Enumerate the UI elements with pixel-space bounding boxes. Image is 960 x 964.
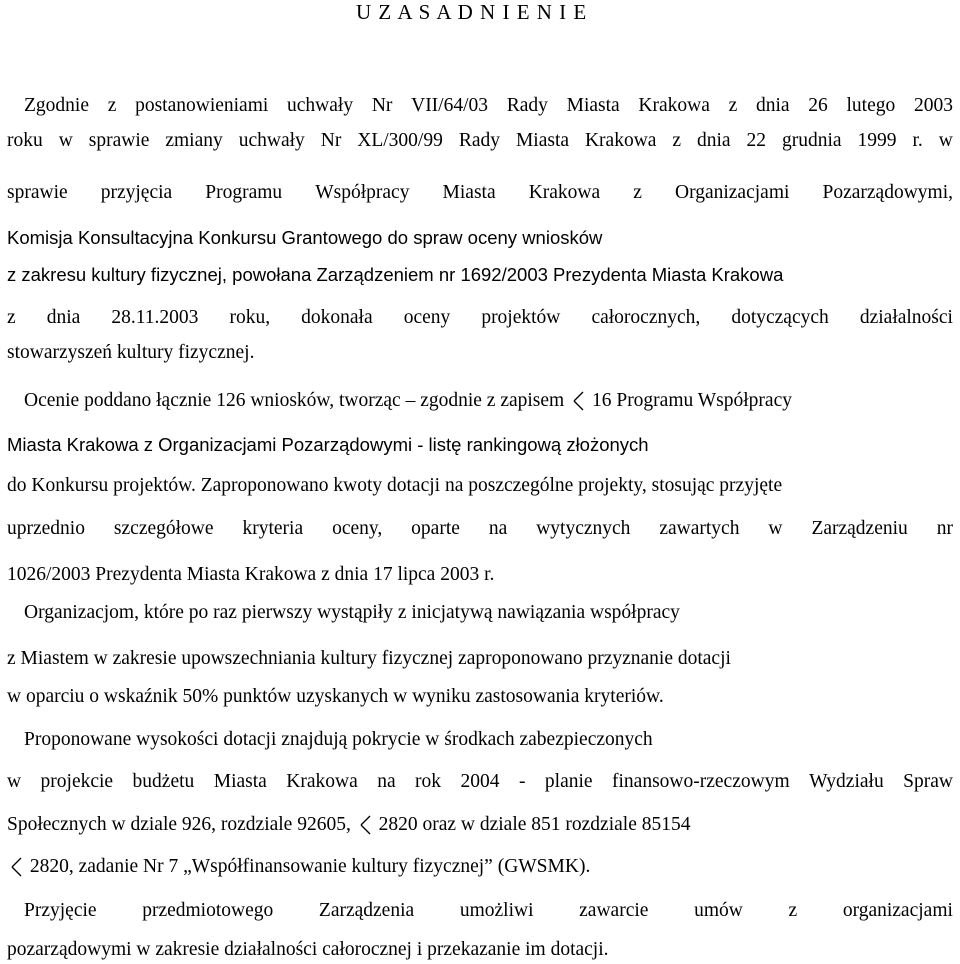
text-line: z Miastem w zakresie upowszechniania kultury fizycznej zaproponowano przyznanie dotacji (7, 648, 731, 669)
document-title: U Z A S A D N I E N I E (356, 0, 588, 24)
word: umów (694, 900, 743, 921)
text-line: Organizacjom, które po raz pierwszy wystąpiły z inicjatywą nawiązania współpracy (24, 602, 680, 623)
word: z (7, 307, 16, 328)
text-line (7, 181, 953, 205)
word: uchwały (287, 95, 354, 116)
word: dokonała (301, 307, 373, 328)
word: zawartych (659, 518, 740, 539)
text-line (24, 94, 953, 118)
word: z (633, 182, 642, 203)
word: 2004 (460, 771, 500, 792)
word: zmiany (165, 130, 223, 151)
word: Krakowa (528, 182, 601, 203)
word: roku (7, 130, 43, 151)
word: projektów (481, 307, 561, 328)
section-mark-icon (569, 389, 587, 413)
text-line: do Konkursu projektów. Zaproponowano kwoty dotacji na poszczególne projekty, stosując przyjęte (7, 475, 783, 496)
text-line: Proponowane wysokości dotacji znajdują pokrycie w środkach zabezpieczonych (24, 729, 653, 750)
word: Krakowa (584, 130, 657, 151)
word: wytycznych (536, 518, 631, 539)
word: umożliwi (459, 900, 534, 921)
word: lutego (846, 95, 896, 116)
text-line (7, 517, 953, 541)
text-line: 1026/2003 Prezydenta Miasta Krakowa z dnia 17 lipca 2003 r. (7, 564, 495, 585)
word: całorocznych, (591, 307, 701, 328)
word: dnia (755, 95, 790, 116)
word: 2003 (913, 95, 953, 116)
text-line: Miasta Krakowa z Organizacjami Pozarządowymi - listę rankingową złożonych (7, 434, 649, 455)
word: Nr (371, 95, 393, 116)
word: z (107, 95, 117, 116)
word: oparte (411, 518, 460, 539)
text-line (7, 813, 690, 837)
word: Krakowa (286, 771, 358, 792)
word: w (7, 771, 22, 792)
word: budżetu (132, 771, 195, 792)
word: rok (415, 771, 442, 792)
word: Krakowa (638, 95, 710, 116)
section-mark-icon (7, 855, 25, 879)
word: 1999 (857, 130, 897, 151)
text-line: w oparciu o wskaźnik 50% punktów uzyskanych w wyniku zastosowania kryteriów. (7, 686, 664, 707)
word: z (788, 900, 798, 921)
text-line (7, 306, 953, 330)
text-line: Komisja Konsultacyjna Konkursu Grantowego do spraw oceny wniosków (7, 227, 603, 248)
word: na (377, 771, 396, 792)
word: oceny (403, 307, 451, 328)
word: Programu (205, 182, 283, 203)
text-line: pozarządowymi w zakresie działalności całorocznej i przekazanie im dotacji. (7, 939, 609, 960)
word: przedmiotowego (142, 900, 274, 921)
word: Zarządzenia (318, 900, 415, 921)
word: uprzednio (7, 518, 85, 539)
word: r. (912, 130, 923, 151)
word: Wydziału (809, 771, 884, 792)
word: projekcie (40, 771, 114, 792)
text-segment: Społecznych w dziale 926, rozdziale 92605, (7, 814, 351, 835)
word: z (672, 130, 682, 151)
word: Miasta (515, 130, 570, 151)
word: nr (936, 518, 953, 539)
word: szczegółowe (113, 518, 214, 539)
word: zawarcie (579, 900, 649, 921)
text-line: stowarzyszeń kultury fizycznej. (7, 342, 255, 363)
word: Organizacjami (674, 182, 790, 203)
word: postanowieniami (135, 95, 269, 116)
word: dnia (697, 130, 731, 151)
word: organizacjami (842, 900, 953, 921)
word: Nr (320, 130, 342, 151)
word: Spraw (903, 771, 953, 792)
word: Przyjęcie (24, 900, 97, 921)
text-line (24, 389, 792, 413)
text-line (7, 855, 590, 879)
word: planie (544, 771, 593, 792)
text-line: z zakresu kultury fizycznej, powołana Zarządzeniem nr 1692/2003 Prezydenta Miasta Krakowa (7, 264, 784, 285)
word: 26 (808, 95, 828, 116)
word: Rady (506, 95, 548, 116)
word: Miasta (566, 95, 620, 116)
word: Miasta (442, 182, 496, 203)
word: VII/64/03 (411, 95, 489, 116)
word: - (518, 771, 526, 792)
section-mark-icon (356, 813, 374, 837)
word: finansowo-rzeczowym (612, 771, 790, 792)
word: kryteria (242, 518, 304, 539)
word: XL/300/99 (357, 130, 443, 151)
text-line (7, 129, 953, 153)
word: na (488, 518, 508, 539)
word: przyjęcia (100, 182, 173, 203)
word: roku, (229, 307, 271, 328)
word: 22 (746, 130, 767, 151)
word: Zgodnie (24, 95, 89, 116)
word: oceny, (332, 518, 383, 539)
word: Pozarządowymi, (822, 182, 953, 203)
word: 28.11.2003 (111, 307, 199, 328)
word: Rady (458, 130, 500, 151)
word: sprawie (88, 130, 150, 151)
word: Współpracy (315, 182, 410, 203)
text-segment: 2820, zadanie Nr 7 „Współfinansowanie kultury fizycznej” (GWSMK). (29, 856, 591, 877)
word: uchwały (238, 130, 305, 151)
text-line (24, 899, 953, 923)
word: dotyczących (731, 307, 829, 328)
word: działalności (859, 307, 953, 328)
word: sprawie (7, 182, 68, 203)
word: z (728, 95, 738, 116)
text-segment: Ocenie poddano łącznie 126 wniosków, tworząc – zgodnie z zapisem (24, 390, 565, 411)
word: grudnia (781, 130, 842, 151)
text-segment: 2820 oraz w dziale 851 rozdziale 85154 (378, 814, 691, 835)
text-line (7, 770, 953, 794)
word: Miasta (213, 771, 267, 792)
word: w (58, 130, 73, 151)
word: dnia (46, 307, 81, 328)
word: w (938, 130, 953, 151)
word: w (768, 518, 783, 539)
word: Zarządzeniu (811, 518, 908, 539)
text-segment: 16 Programu Współpracy (591, 390, 792, 411)
